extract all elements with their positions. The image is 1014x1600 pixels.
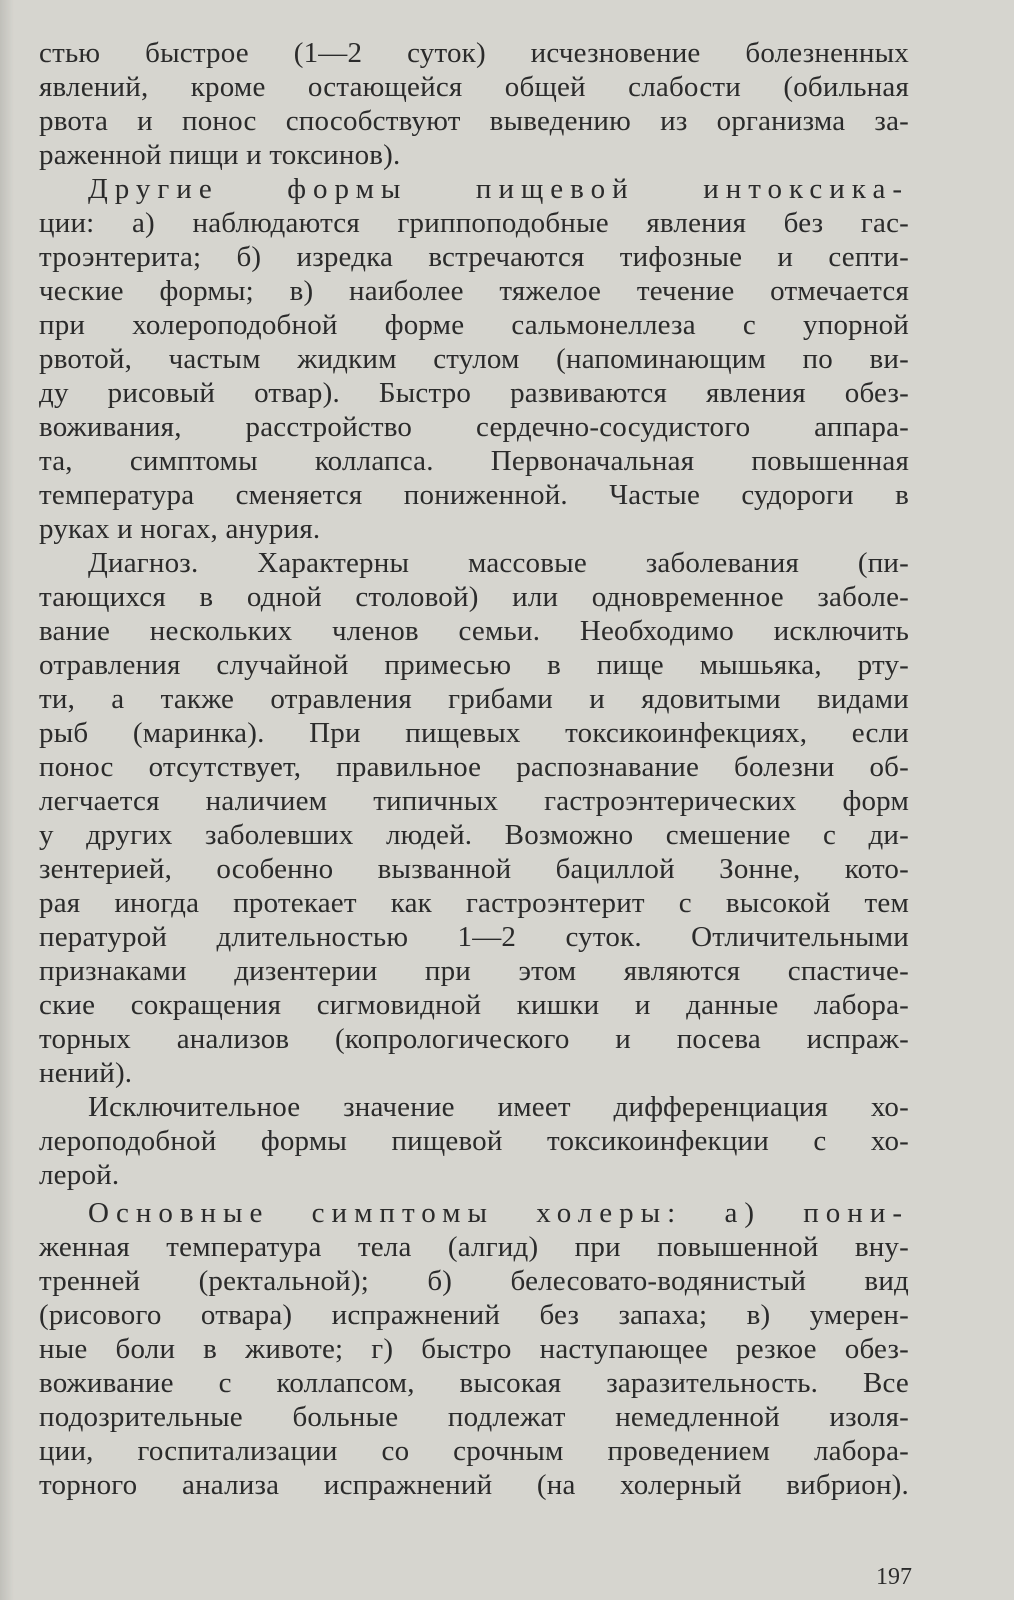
text-line: та, симптомы коллапса. Первоначальная повышенная	[39, 445, 909, 477]
text-line: раженной пищи и токсинов).	[39, 139, 401, 171]
text-line: зентерией, особенно вызванной бациллой Зонне, кото-	[39, 853, 909, 885]
text-line: стью быстрое (1—2 суток) исчезновение болезненных	[39, 37, 909, 69]
text-line: воживание с коллапсом, высокая заразительность. Все	[39, 1367, 909, 1399]
text-line: понос отсутствует, правильное распознавание болезни об-	[39, 751, 909, 783]
text-line: воживания, расстройство сердечно-сосудистого аппара-	[39, 411, 909, 443]
text-line: тающихся в одной столовой) или одновременное заболе-	[39, 581, 909, 613]
text-line: ные боли в животе; г) быстро наступающее резкое обез-	[39, 1333, 909, 1365]
text-line: ду рисовый отвар). Быстро развиваются явления обез-	[39, 377, 909, 409]
text-line: вание нескольких членов семьи. Необходимо исключить	[39, 615, 909, 647]
section-heading-cholera-symptoms: Основные симптомы холеры: а) пони-	[88, 1197, 909, 1229]
text-line: руках и ногах, анурия.	[39, 513, 321, 545]
section-heading-diagnosis: Диагноз. Характерны массовые заболевания (пи-	[88, 547, 909, 579]
text-line: признаками дизентерии при этом являются спастиче-	[39, 955, 909, 987]
text-line: троэнтерита; б) изредка встречаются тифозные и септи-	[39, 241, 909, 273]
text-line: ции, госпитализации со срочным проведением лабора-	[39, 1435, 909, 1467]
text-line: лероподобной формы пищевой токсикоинфекции с хо-	[39, 1125, 909, 1157]
text-line: Исключительное значение имеет дифференциация хо-	[88, 1091, 909, 1123]
text-line: рвота и понос способствуют выведению из организма за-	[39, 105, 909, 137]
text-line: рыб (маринка). При пищевых токсикоинфекциях, если	[39, 717, 909, 749]
text-line: пературой длительностью 1—2 суток. Отличительными	[39, 921, 909, 953]
section-heading-other-forms: Другие формы пищевой интоксика-	[88, 173, 909, 205]
text-line: торного анализа испражнений (на холерный вибрион).	[39, 1469, 909, 1501]
text-line: ческие формы; в) наиболее тяжелое течение отмечается	[39, 275, 909, 307]
text-line: подозрительные больные подлежат немедленной изоля-	[39, 1401, 909, 1433]
page-edge-shadow	[0, 0, 14, 1600]
text-line: отравления случайной примесью в пище мышьяка, рту-	[39, 649, 909, 681]
text-line: при холероподобной форме сальмонеллеза с упорной	[39, 309, 909, 341]
text-line: торных анализов (копрологического и посева испраж-	[39, 1023, 909, 1055]
text-line: рая иногда протекает как гастроэнтерит с высокой тем	[39, 887, 909, 919]
text-line: ции: а) наблюдаются гриппоподобные явления без гас-	[39, 207, 909, 239]
text-line: нений).	[39, 1057, 133, 1089]
text-line: ские сокращения сигмовидной кишки и данные лабора-	[39, 989, 909, 1021]
text-line: температура сменяется пониженной. Частые судороги в	[39, 479, 909, 511]
text-line: ти, а также отравления грибами и ядовитыми видами	[39, 683, 909, 715]
text-line: у других заболевших людей. Возможно смешение с ди-	[39, 819, 909, 851]
text-line: легчается наличием типичных гастроэнтерических форм	[39, 785, 909, 817]
page-number: 197	[876, 1564, 912, 1590]
text-line: рвотой, частым жидким стулом (напоминающим по ви-	[39, 343, 909, 375]
text-line: явлений, кроме остающейся общей слабости (обильная	[39, 71, 909, 103]
text-line: лерой.	[39, 1159, 120, 1191]
text-line: (рисового отвара) испражнений без запаха; в) умерен-	[39, 1299, 909, 1331]
text-line: тренней (ректальной); б) белесовато-водянистый вид	[39, 1265, 909, 1297]
text-line: женная температура тела (алгид) при повышенной вну-	[39, 1231, 909, 1263]
